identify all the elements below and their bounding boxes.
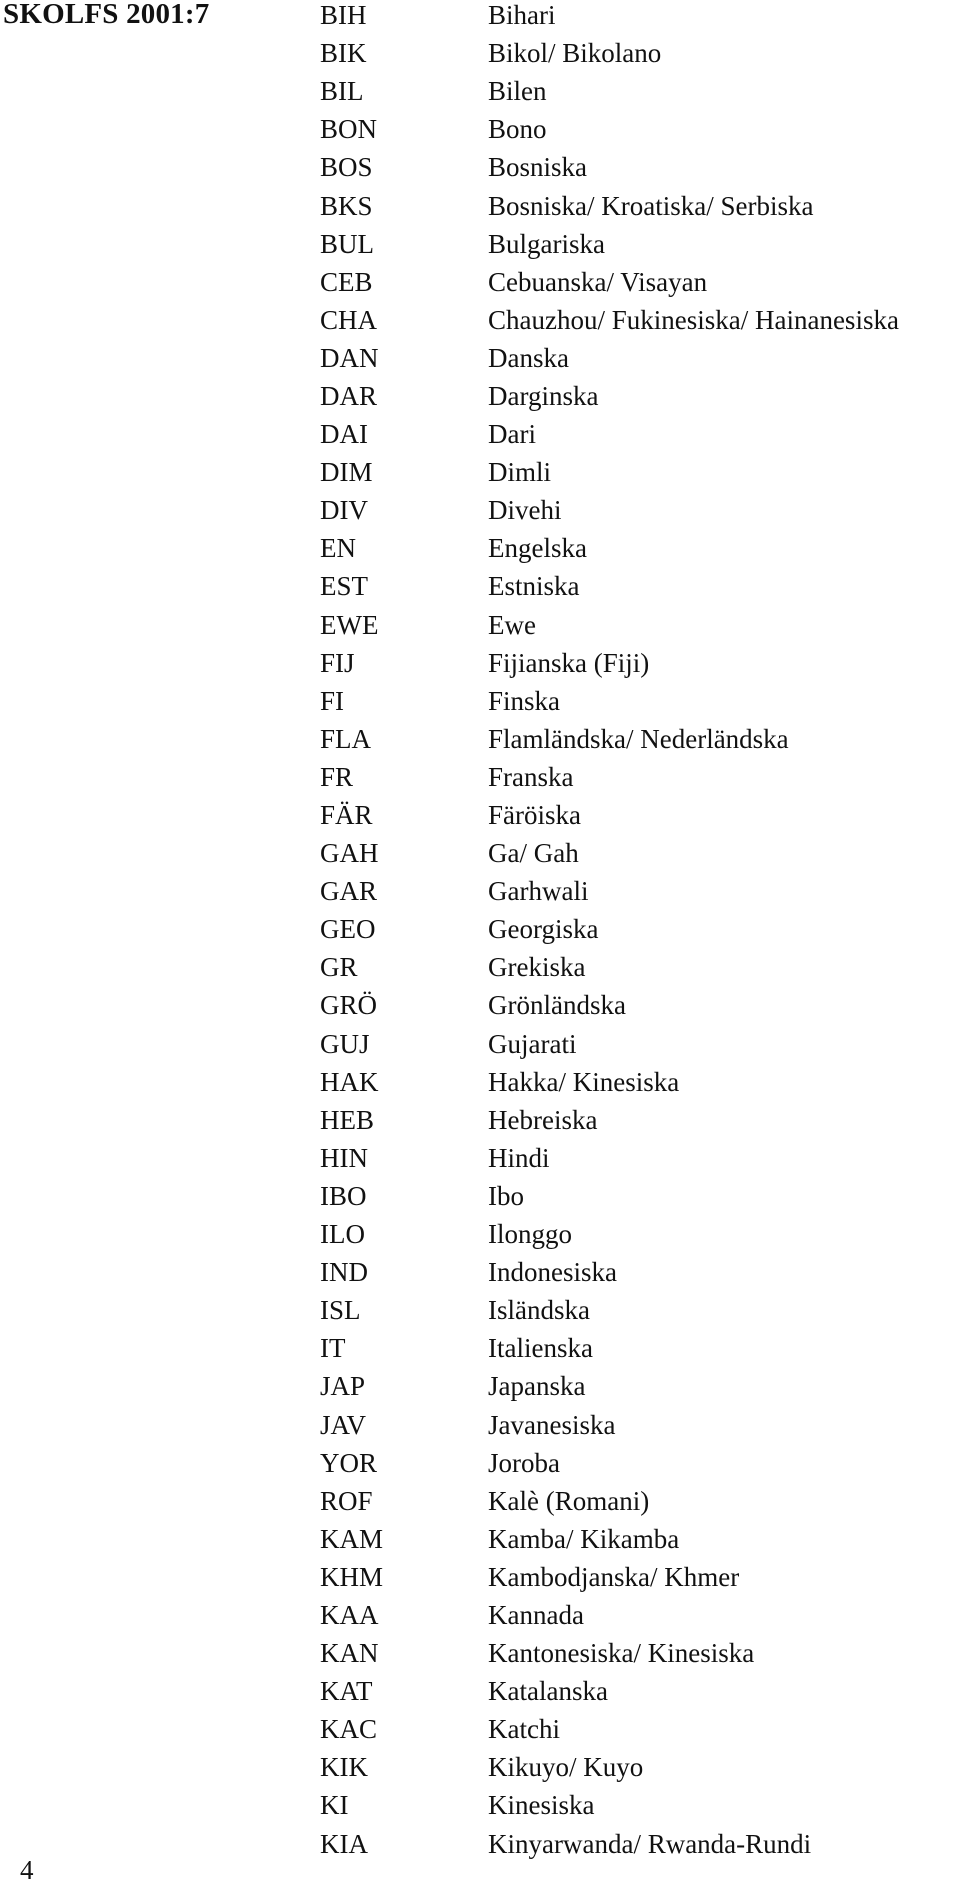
language-name: Bilen — [488, 76, 547, 107]
language-code: BIL — [320, 76, 364, 107]
language-code: GAR — [320, 876, 378, 907]
language-row — [320, 720, 940, 758]
language-name: Italienska — [488, 1333, 593, 1364]
language-row — [320, 301, 940, 339]
language-row — [320, 567, 940, 605]
language-name: Georgiska — [488, 914, 599, 945]
language-name: Kikuyo/ Kuyo — [488, 1752, 644, 1783]
language-code: HAK — [320, 1066, 379, 1097]
language-code: IT — [320, 1333, 346, 1364]
language-name: Bosniska/ Kroatiska/ Serbiska — [488, 190, 814, 221]
language-code: HEB — [320, 1104, 374, 1135]
language-row — [320, 1558, 940, 1596]
language-name: Ga/ Gah — [488, 838, 579, 869]
language-row — [320, 1710, 940, 1748]
language-code: BIH — [320, 0, 367, 31]
language-name: Katalanska — [488, 1676, 608, 1707]
language-name: Bihari — [488, 0, 556, 31]
language-name: Fijianska (Fiji) — [488, 647, 650, 678]
language-code: EST — [320, 571, 369, 602]
language-name: Danska — [488, 342, 569, 373]
language-name: Grönländska — [488, 990, 626, 1021]
language-name: Bulgariska — [488, 228, 605, 259]
language-name: Japanska — [488, 1371, 586, 1402]
language-name: Kannada — [488, 1599, 584, 1630]
language-row — [320, 1786, 940, 1824]
language-code: BOS — [320, 152, 373, 183]
language-code: GAH — [320, 838, 379, 869]
language-name: Ewe — [488, 609, 536, 640]
language-row — [320, 1025, 940, 1063]
language-code: KIK — [320, 1752, 368, 1783]
language-code: JAV — [320, 1409, 367, 1440]
language-code: DAN — [320, 342, 379, 373]
language-code: BIK — [320, 38, 367, 69]
language-row — [320, 1672, 940, 1710]
language-row — [320, 225, 940, 263]
language-row — [320, 1634, 940, 1672]
language-row — [320, 491, 940, 529]
language-row — [320, 339, 940, 377]
language-code: FI — [320, 685, 345, 716]
language-name: Hebreiska — [488, 1104, 598, 1135]
language-code: EWE — [320, 609, 379, 640]
language-name: Kambodjanska/ Khmer — [488, 1561, 740, 1592]
page-number: 4 — [20, 1855, 34, 1885]
language-code: JAP — [320, 1371, 366, 1402]
language-name: Hakka/ Kinesiska — [488, 1066, 680, 1097]
language-code: DAI — [320, 419, 368, 450]
language-name: Kinyarwanda/ Rwanda-Rundi — [488, 1828, 812, 1859]
language-name: Flamländska/ Nederländska — [488, 723, 789, 754]
language-row — [320, 1063, 940, 1101]
language-row — [320, 529, 940, 567]
language-name: Kinesiska — [488, 1790, 595, 1821]
language-code: KAN — [320, 1638, 379, 1669]
language-code: ILO — [320, 1219, 365, 1250]
language-name: Grekiska — [488, 952, 586, 983]
language-code: DIM — [320, 457, 373, 488]
language-row — [320, 263, 940, 301]
language-code: BON — [320, 114, 378, 145]
language-row — [320, 1748, 940, 1786]
language-code: YOR — [320, 1447, 378, 1478]
language-name: Joroba — [488, 1447, 560, 1478]
language-row — [320, 1405, 940, 1443]
language-name: Franska — [488, 761, 574, 792]
language-name: Dari — [488, 419, 536, 450]
language-row — [320, 644, 940, 682]
language-code: FÄR — [320, 800, 373, 831]
document-title: SKOLFS 2001:7 — [3, 0, 210, 30]
language-row — [320, 1139, 940, 1177]
language-row — [320, 186, 940, 224]
language-row — [320, 1101, 940, 1139]
language-code: IBO — [320, 1180, 367, 1211]
language-name: Kantonesiska/ Kinesiska — [488, 1638, 755, 1669]
language-row — [320, 1444, 940, 1482]
language-row — [320, 1253, 940, 1291]
language-row — [320, 1520, 940, 1558]
language-row — [320, 606, 940, 644]
language-row — [320, 986, 940, 1024]
language-code: KAA — [320, 1599, 379, 1630]
language-code: CHA — [320, 304, 378, 335]
language-row — [320, 453, 940, 491]
language-code: DIV — [320, 495, 368, 526]
language-row — [320, 1329, 940, 1367]
language-name: Darginska — [488, 380, 599, 411]
language-name: Bikol/ Bikolano — [488, 38, 662, 69]
language-row — [320, 34, 940, 72]
language-row — [320, 872, 940, 910]
language-row — [320, 377, 940, 415]
language-row — [320, 758, 940, 796]
language-row — [320, 1596, 940, 1634]
language-code: CEB — [320, 266, 373, 297]
language-row — [320, 682, 940, 720]
language-code: BKS — [320, 190, 373, 221]
language-name: Garhwali — [488, 876, 589, 907]
language-name: Bosniska — [488, 152, 588, 183]
language-name: Gujarati — [488, 1028, 577, 1059]
language-name: Isländska — [488, 1295, 590, 1326]
language-row — [320, 415, 940, 453]
language-name: Ibo — [488, 1180, 524, 1211]
language-code: FIJ — [320, 647, 355, 678]
language-row — [320, 1367, 940, 1405]
language-name: Kalè (Romani) — [488, 1485, 650, 1516]
language-row — [320, 1177, 940, 1215]
language-row — [320, 110, 940, 148]
language-name: Hindi — [488, 1142, 550, 1173]
language-row — [320, 796, 940, 834]
language-code: GUJ — [320, 1028, 370, 1059]
language-row — [320, 834, 940, 872]
language-row — [320, 1825, 940, 1863]
language-code: ISL — [320, 1295, 361, 1326]
language-row — [320, 1482, 940, 1520]
language-code: KHM — [320, 1561, 384, 1592]
language-name: Finska — [488, 685, 561, 716]
language-code: GRÖ — [320, 990, 378, 1021]
language-code: GR — [320, 952, 358, 983]
language-row — [320, 910, 940, 948]
language-name: Cebuanska/ Visayan — [488, 266, 708, 297]
language-row — [320, 1291, 940, 1329]
language-code: KI — [320, 1790, 349, 1821]
language-name: Engelska — [488, 533, 587, 564]
language-code: KAM — [320, 1523, 384, 1554]
language-code: HIN — [320, 1142, 368, 1173]
language-code: FR — [320, 761, 354, 792]
language-name: Ilonggo — [488, 1219, 572, 1250]
language-name: Chauzhou/ Fukinesiska/ Hainanesiska — [488, 304, 899, 335]
language-code: GEO — [320, 914, 376, 945]
language-code: KAC — [320, 1714, 378, 1745]
language-name: Dimli — [488, 457, 552, 488]
language-name: Färöiska — [488, 800, 581, 831]
language-code: ROF — [320, 1485, 373, 1516]
language-code: KIA — [320, 1828, 368, 1859]
language-name: Kamba/ Kikamba — [488, 1523, 680, 1554]
language-name: Indonesiska — [488, 1257, 617, 1288]
language-name: Katchi — [488, 1714, 560, 1745]
language-code-table — [320, 0, 940, 1863]
language-name: Estniska — [488, 571, 580, 602]
language-code: EN — [320, 533, 356, 564]
language-name: Divehi — [488, 495, 562, 526]
language-name: Bono — [488, 114, 547, 145]
language-code: KAT — [320, 1676, 373, 1707]
language-code: FLA — [320, 723, 372, 754]
language-code: DAR — [320, 380, 378, 411]
language-code: BUL — [320, 228, 374, 259]
language-row — [320, 948, 940, 986]
language-row — [320, 148, 940, 186]
language-name: Javanesiska — [488, 1409, 616, 1440]
language-row — [320, 1215, 940, 1253]
language-row — [320, 0, 940, 34]
language-row — [320, 72, 940, 110]
language-code: IND — [320, 1257, 368, 1288]
